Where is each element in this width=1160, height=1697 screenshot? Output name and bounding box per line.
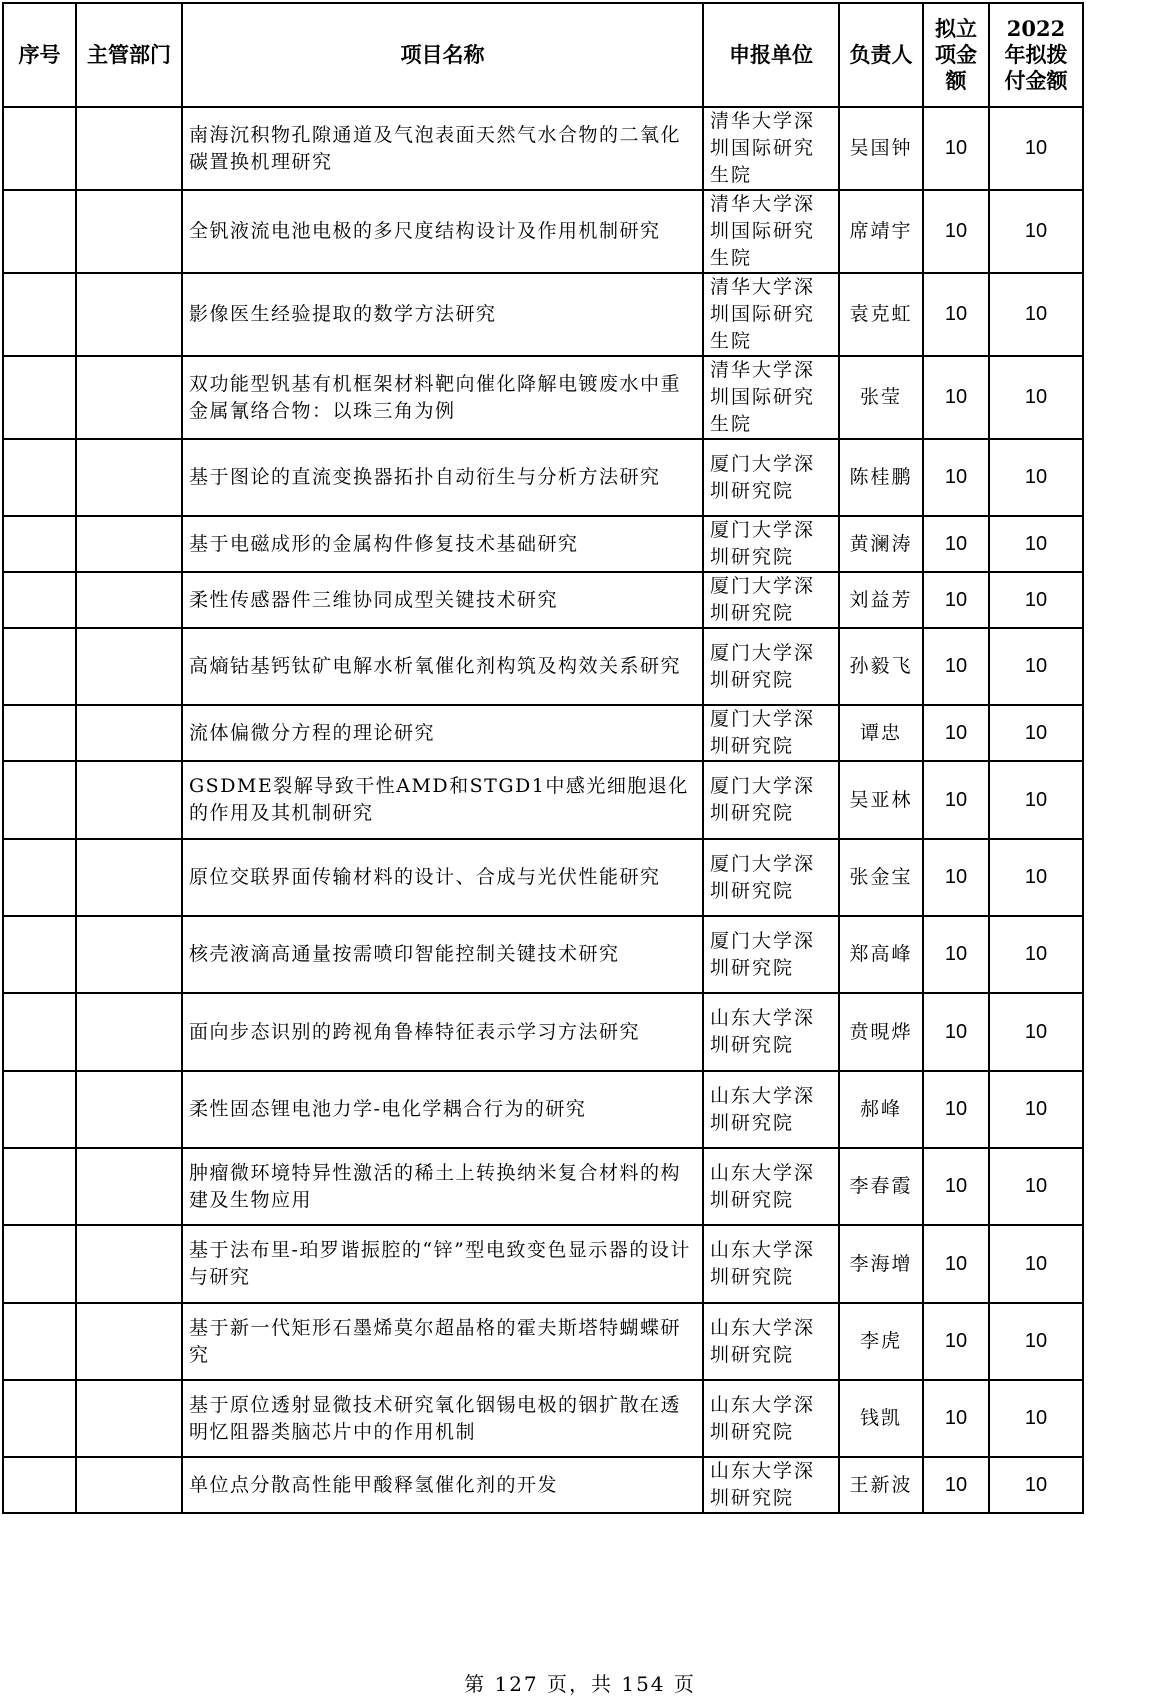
person-cell: 钱凯	[839, 1380, 923, 1457]
applicant-unit-cell: 厦门大学深圳研究院	[703, 516, 839, 572]
applicant-unit-cell: 清华大学深圳国际研究生院	[703, 190, 839, 273]
dept-cell	[76, 916, 182, 993]
dept-cell	[76, 516, 182, 572]
seq-cell	[3, 356, 76, 439]
seq-cell	[3, 839, 76, 916]
person-cell: 王新波	[839, 1457, 923, 1513]
applicant-unit-cell: 厦门大学深圳研究院	[703, 439, 839, 516]
dept-cell	[76, 1457, 182, 1513]
header-pay2022: 2022年拟拨付金额	[989, 3, 1083, 107]
amount-cell: 10	[923, 761, 989, 839]
project-name-cell: 南海沉积物孔隙通道及气泡表面天然气水合物的二氧化碳置换机理研究	[182, 107, 703, 190]
table-row	[3, 273, 1083, 356]
table-row	[3, 107, 1083, 190]
project-name-cell: 流体偏微分方程的理论研究	[182, 705, 703, 761]
dept-cell	[76, 1303, 182, 1380]
table-row	[3, 705, 1083, 761]
person-cell: 李海增	[839, 1225, 923, 1303]
seq-cell	[3, 516, 76, 572]
project-name-cell: 基于新一代矩形石墨烯莫尔超晶格的霍夫斯塔特蝴蝶研究	[182, 1303, 703, 1380]
table-row	[3, 1380, 1083, 1457]
pay-2022-cell: 10	[989, 439, 1083, 516]
seq-cell	[3, 1457, 76, 1513]
applicant-unit-cell: 厦门大学深圳研究院	[703, 628, 839, 705]
person-cell: 张莹	[839, 356, 923, 439]
amount-cell: 10	[923, 1071, 989, 1148]
applicant-unit-cell: 厦门大学深圳研究院	[703, 839, 839, 916]
project-name-cell: 基于电磁成形的金属构件修复技术基础研究	[182, 516, 703, 572]
applicant-unit-cell: 山东大学深圳研究院	[703, 1457, 839, 1513]
table-row	[3, 572, 1083, 628]
applicant-unit-cell: 厦门大学深圳研究院	[703, 572, 839, 628]
pay-2022-cell: 10	[989, 1303, 1083, 1380]
pay-2022-cell: 10	[989, 993, 1083, 1071]
person-cell: 吴国钟	[839, 107, 923, 190]
amount-cell: 10	[923, 190, 989, 273]
applicant-unit-cell: 山东大学深圳研究院	[703, 1225, 839, 1303]
person-cell: 李春霞	[839, 1148, 923, 1225]
dept-cell	[76, 705, 182, 761]
project-name-cell: GSDME裂解导致干性AMD和STGD1中感光细胞退化的作用及其机制研究	[182, 761, 703, 839]
person-cell: 郝峰	[839, 1071, 923, 1148]
seq-cell	[3, 993, 76, 1071]
dept-cell	[76, 1225, 182, 1303]
seq-cell	[3, 107, 76, 190]
table-row	[3, 1457, 1083, 1513]
amount-cell: 10	[923, 1148, 989, 1225]
seq-cell	[3, 761, 76, 839]
amount-cell: 10	[923, 916, 989, 993]
seq-cell	[3, 628, 76, 705]
applicant-unit-cell: 山东大学深圳研究院	[703, 993, 839, 1071]
seq-cell	[3, 1148, 76, 1225]
seq-cell	[3, 705, 76, 761]
amount-cell: 10	[923, 1303, 989, 1380]
amount-cell: 10	[923, 273, 989, 356]
amount-cell: 10	[923, 628, 989, 705]
applicant-unit-cell: 厦门大学深圳研究院	[703, 916, 839, 993]
person-cell: 谭忠	[839, 705, 923, 761]
applicant-unit-cell: 清华大学深圳国际研究生院	[703, 356, 839, 439]
pay-2022-cell: 10	[989, 839, 1083, 916]
person-cell: 李虎	[839, 1303, 923, 1380]
applicant-unit-cell: 清华大学深圳国际研究生院	[703, 273, 839, 356]
dept-cell	[76, 356, 182, 439]
seq-cell	[3, 439, 76, 516]
pay-2022-cell: 10	[989, 572, 1083, 628]
pay-2022-cell: 10	[989, 356, 1083, 439]
table-row	[3, 1225, 1083, 1303]
header-row	[3, 3, 1083, 107]
table-row	[3, 516, 1083, 572]
dept-cell	[76, 839, 182, 916]
project-name-cell: 基于法布里-珀罗谐振腔的“锌”型电致变色显示器的设计与研究	[182, 1225, 703, 1303]
amount-cell: 10	[923, 572, 989, 628]
table-row	[3, 1303, 1083, 1380]
project-name-cell: 全钒液流电池电极的多尺度结构设计及作用机制研究	[182, 190, 703, 273]
person-cell: 张金宝	[839, 839, 923, 916]
table-row	[3, 839, 1083, 916]
project-name-cell: 双功能型钒基有机框架材料靶向催化降解电镀废水中重金属氰络合物：以珠三角为例	[182, 356, 703, 439]
header-seq: 序号	[3, 3, 76, 107]
applicant-unit-cell: 山东大学深圳研究院	[703, 1380, 839, 1457]
table-row	[3, 1148, 1083, 1225]
seq-cell	[3, 1380, 76, 1457]
seq-cell	[3, 1225, 76, 1303]
pay-2022-cell: 10	[989, 1457, 1083, 1513]
pay-2022-cell: 10	[989, 1225, 1083, 1303]
table-row	[3, 761, 1083, 839]
amount-cell: 10	[923, 439, 989, 516]
table-row	[3, 439, 1083, 516]
amount-cell: 10	[923, 839, 989, 916]
amount-cell: 10	[923, 107, 989, 190]
project-name-cell: 柔性传感器件三维协同成型关键技术研究	[182, 572, 703, 628]
person-cell: 席靖宇	[839, 190, 923, 273]
pay-2022-cell: 10	[989, 190, 1083, 273]
table-row	[3, 1071, 1083, 1148]
person-cell: 孙毅飞	[839, 628, 923, 705]
dept-cell	[76, 107, 182, 190]
pay-2022-cell: 10	[989, 916, 1083, 993]
pay-2022-cell: 10	[989, 705, 1083, 761]
amount-cell: 10	[923, 356, 989, 439]
project-name-cell: 影像医生经验提取的数学方法研究	[182, 273, 703, 356]
person-cell: 刘益芳	[839, 572, 923, 628]
amount-cell: 10	[923, 1380, 989, 1457]
project-name-cell: 单位点分散高性能甲酸释氢催化剂的开发	[182, 1457, 703, 1513]
header-unit: 申报单位	[703, 3, 839, 107]
table-row	[3, 356, 1083, 439]
pay-2022-cell: 10	[989, 107, 1083, 190]
header-name: 项目名称	[182, 3, 703, 107]
header-amount: 拟立项金额	[923, 3, 989, 107]
pay-2022-cell: 10	[989, 516, 1083, 572]
dept-cell	[76, 1380, 182, 1457]
dept-cell	[76, 439, 182, 516]
seq-cell	[3, 190, 76, 273]
amount-cell: 10	[923, 993, 989, 1071]
amount-cell: 10	[923, 1225, 989, 1303]
table-row	[3, 190, 1083, 273]
applicant-unit-cell: 山东大学深圳研究院	[703, 1071, 839, 1148]
project-name-cell: 基于图论的直流变换器拓扑自动衍生与分析方法研究	[182, 439, 703, 516]
project-name-cell: 柔性固态锂电池力学-电化学耦合行为的研究	[182, 1071, 703, 1148]
applicant-unit-cell: 厦门大学深圳研究院	[703, 705, 839, 761]
dept-cell	[76, 190, 182, 273]
person-cell: 郑高峰	[839, 916, 923, 993]
pay-2022-cell: 10	[989, 1148, 1083, 1225]
dept-cell	[76, 1148, 182, 1225]
person-cell: 吴亚林	[839, 761, 923, 839]
dept-cell	[76, 761, 182, 839]
project-name-cell: 基于原位透射显微技术研究氧化铟锡电极的铟扩散在透明忆阻器类脑芯片中的作用机制	[182, 1380, 703, 1457]
project-name-cell: 核壳液滴高通量按需喷印智能控制关键技术研究	[182, 916, 703, 993]
pay-2022-cell: 10	[989, 761, 1083, 839]
applicant-unit-cell: 清华大学深圳国际研究生院	[703, 107, 839, 190]
dept-cell	[76, 273, 182, 356]
pay-2022-cell: 10	[989, 1071, 1083, 1148]
dept-cell	[76, 993, 182, 1071]
seq-cell	[3, 1303, 76, 1380]
seq-cell	[3, 273, 76, 356]
table-row	[3, 628, 1083, 705]
dept-cell	[76, 572, 182, 628]
amount-cell: 10	[923, 516, 989, 572]
project-name-cell: 原位交联界面传输材料的设计、合成与光伏性能研究	[182, 839, 703, 916]
amount-cell: 10	[923, 1457, 989, 1513]
applicant-unit-cell: 厦门大学深圳研究院	[703, 761, 839, 839]
project-name-cell: 肿瘤微环境特异性激活的稀土上转换纳米复合材料的构建及生物应用	[182, 1148, 703, 1225]
table-row	[3, 993, 1083, 1071]
project-table	[2, 2, 1084, 1514]
applicant-unit-cell: 山东大学深圳研究院	[703, 1148, 839, 1225]
person-cell: 贲晛烨	[839, 993, 923, 1071]
seq-cell	[3, 1071, 76, 1148]
dept-cell	[76, 628, 182, 705]
dept-cell	[76, 1071, 182, 1148]
person-cell: 陈桂鹏	[839, 439, 923, 516]
page-footer: 第 127 页，共 154 页	[464, 1672, 696, 1696]
seq-cell	[3, 572, 76, 628]
project-name-cell: 高熵钴基钙钛矿电解水析氧催化剂构筑及构效关系研究	[182, 628, 703, 705]
table-row	[3, 916, 1083, 993]
project-name-cell: 面向步态识别的跨视角鲁棒特征表示学习方法研究	[182, 993, 703, 1071]
person-cell: 黄澜涛	[839, 516, 923, 572]
pay-2022-cell: 10	[989, 273, 1083, 356]
person-cell: 袁克虹	[839, 273, 923, 356]
seq-cell	[3, 916, 76, 993]
applicant-unit-cell: 山东大学深圳研究院	[703, 1303, 839, 1380]
header-person: 负责人	[839, 3, 923, 107]
amount-cell: 10	[923, 705, 989, 761]
pay-2022-cell: 10	[989, 1380, 1083, 1457]
header-dept: 主管部门	[76, 3, 182, 107]
pay-2022-cell: 10	[989, 628, 1083, 705]
